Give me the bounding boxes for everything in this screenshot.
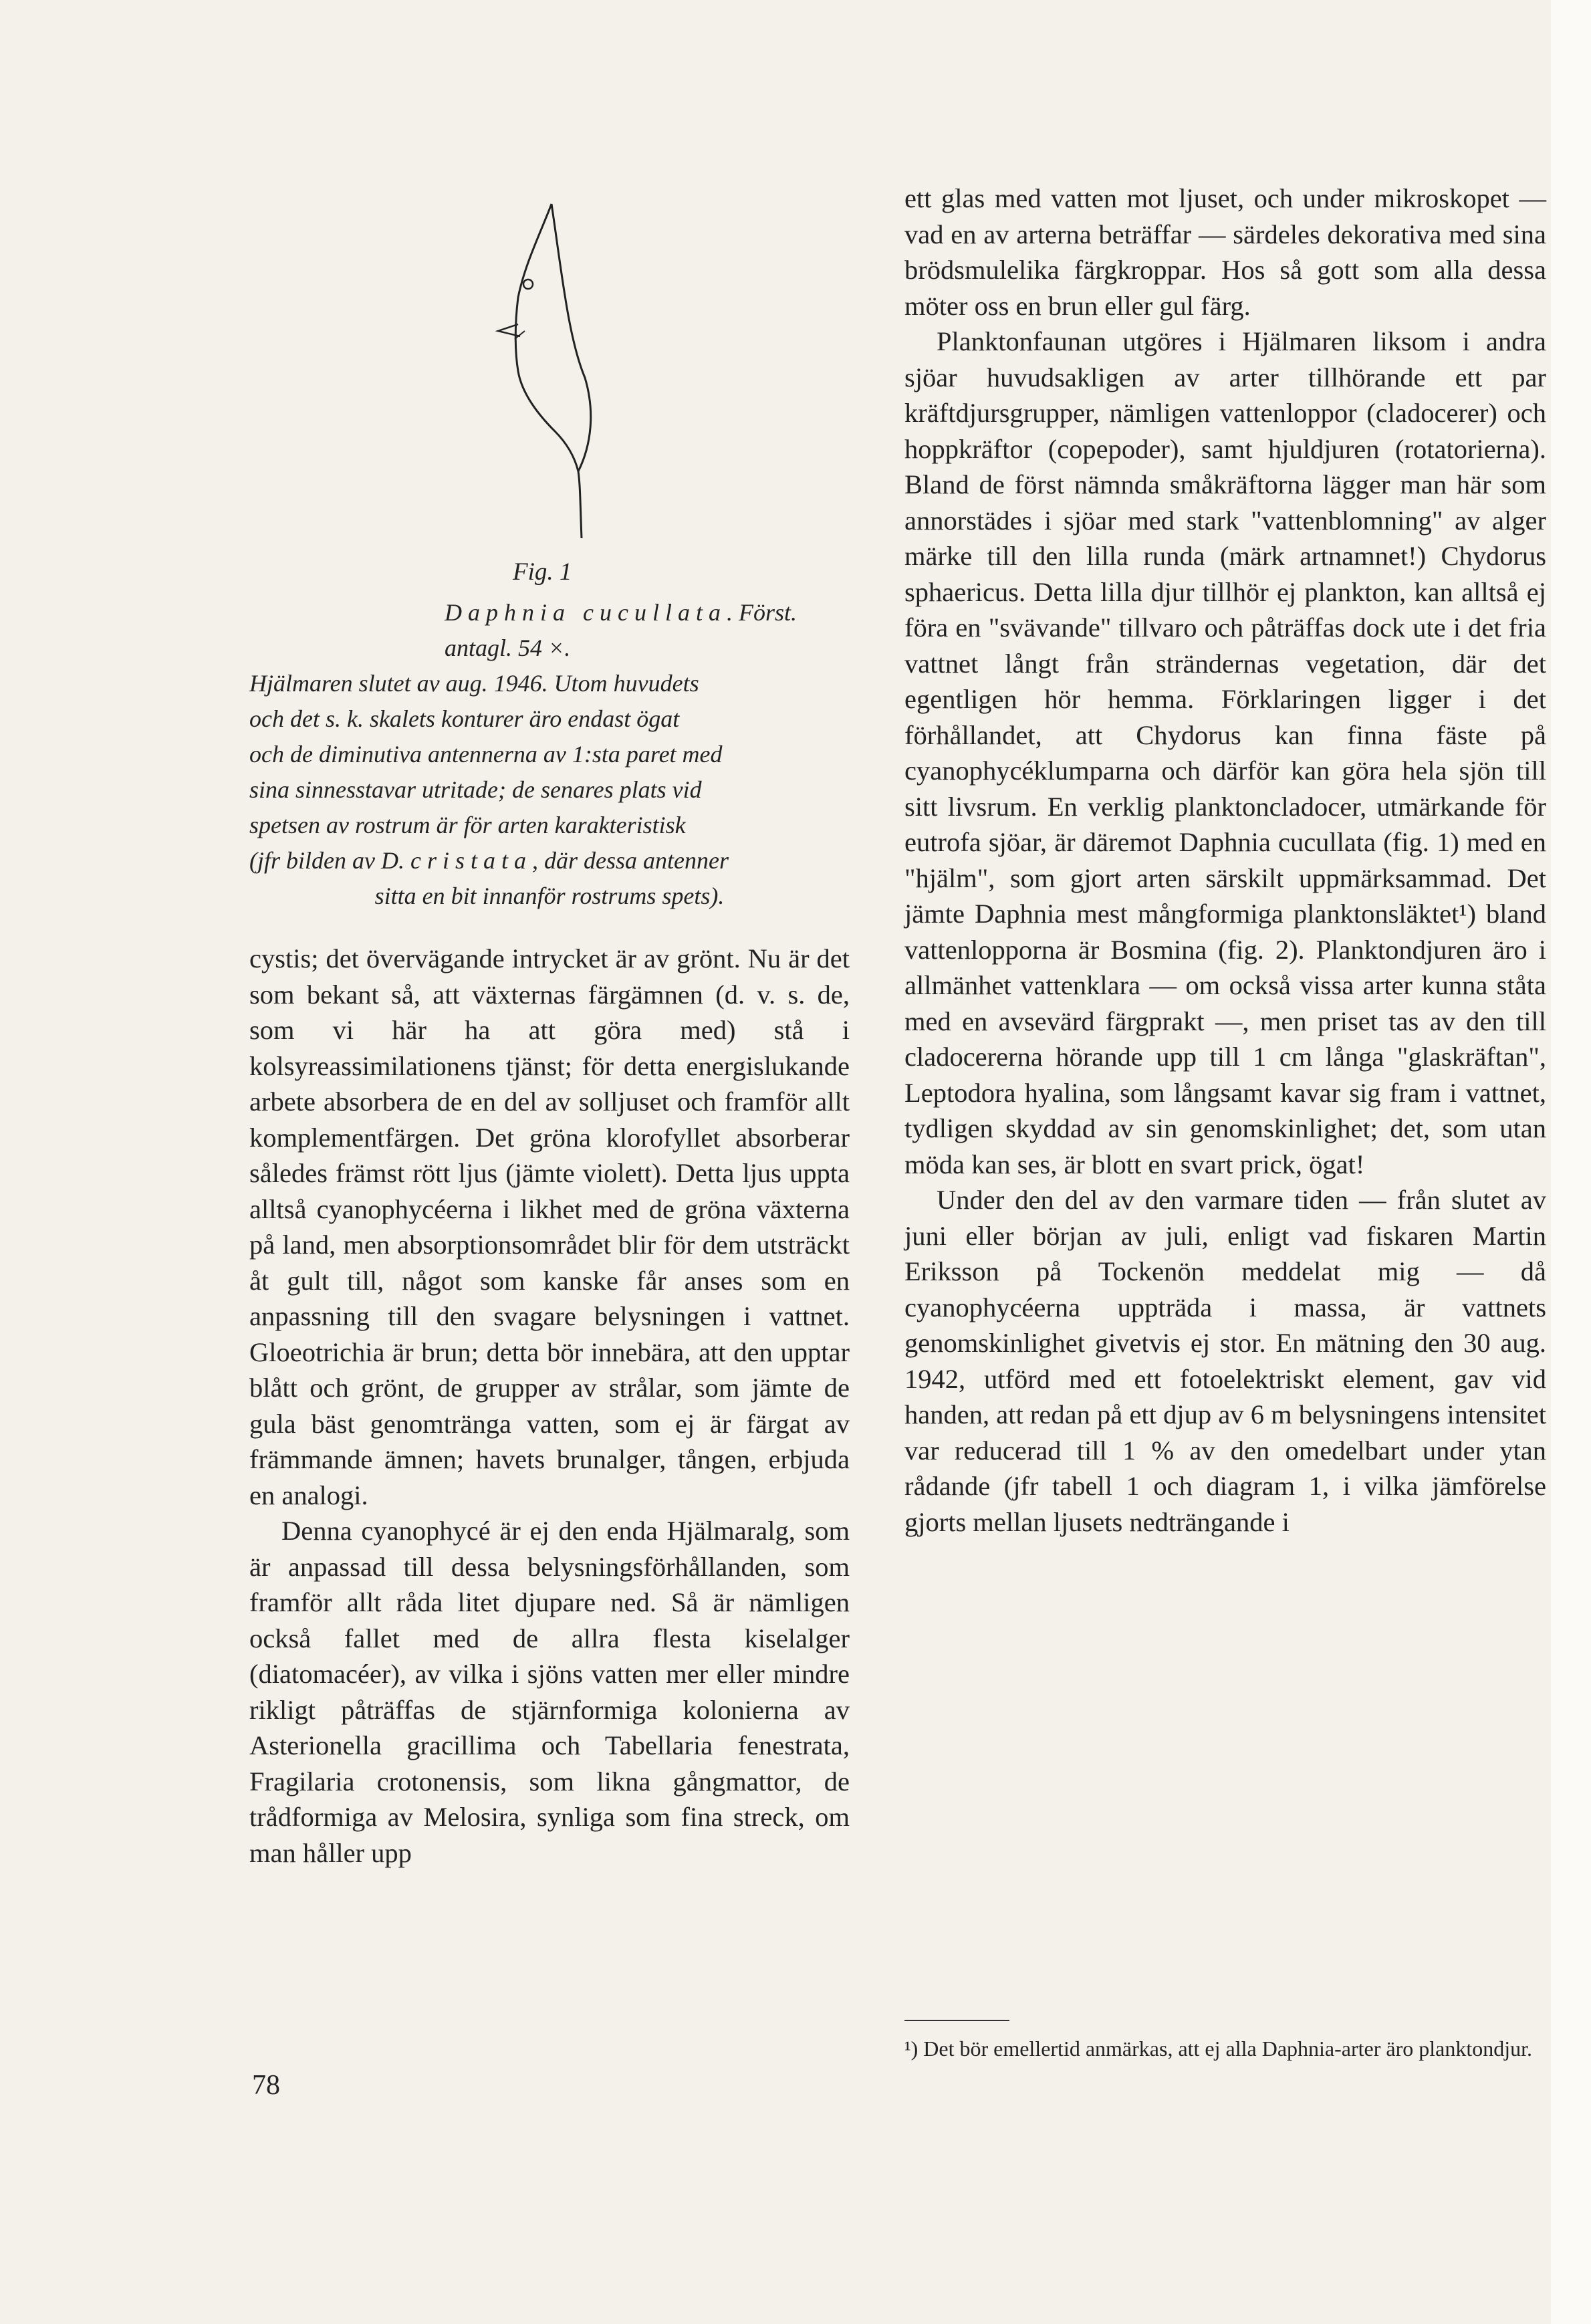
caption-line: och det s. k. skalets konturer äro endast ögat: [249, 705, 680, 732]
paragraph: cystis; det övervägande intrycket är av grönt. Nu är det som bekant så, att växternas färgämnen (d. v. s. de, som vi här ha att göra med) stå i kolsyreassimilationens tjänst; för detta energislukande arbete absorbera de en del av solljuset och framför allt komplementfärgen. Det gröna klorofyllet absorberar således främst rött ljus (jämte violett). Detta ljus uppta alltså cyanophycéerna i likhet med de gröna växterna på land, men absorptionsområdet blir för dem utsträckt åt gult till, något som kanske får anses som en anpassning till den svagare belysningen i vattnet. Gloeotrichia är brun; detta bör innebära, att den upptar blått och grönt, de grupper av strålar, som jämte de gula bäst genomtränga vatten, som ej är färgat av främmande ämnen; havets brunalger, tången, erbjuda en analogi.: [249, 943, 850, 1510]
paragraph: Denna cyanophycé är ej den enda Hjälmaralg, som är anpassad till dessa belysningsförhållanden, som framför allt råda litet djupare ned. Så är nämligen också fallet med de allra flesta kiselalger (diatomacéer), av vilka i sjöns vatten mer eller mindre rikligt påträffas de stjärnformiga kolonierna av Asterionella gracillima och Tabellaria fenestrata, Fragilaria crotonensis, som likna gångmattor, de trådformiga av Melosira, synliga som fina streck, om man håller upp: [249, 1516, 850, 1868]
paragraph: Under den del av den varmare tiden — från slutet av juni eller början av juli, enligt vad fiskaren Martin Eriksson på Tockenön meddelat mig — då cyanophycéerna uppträda i massa, är vattnets genomskinlighet givetvis ej stor. En mätning den 30 aug. 1942, utförd med ett fotoelektriskt element, gav vid handen, att redan på ett djup av 6 m belysningens intensitet var reducerad till 1 % av den omedelbart under ytan rådande (jfr tabell 1 och diagram 1, i vilka jämförelse gjorts mellan ljusets nedträngande i: [904, 1185, 1546, 1537]
caption-line: spetsen av rostrum är för arten karakteristisk: [249, 812, 686, 838]
daphnia-rostrum: [498, 324, 520, 336]
right-column: [904, 181, 1546, 1540]
footnote: ¹) Det bör emellertid anmärkas, att ej alla Daphnia-arter äro planktondjur.: [904, 2037, 1532, 2061]
paragraph: ett glas med vatten mot ljuset, och under mikroskopet — vad en av arterna beträffar — särdeles dekorativa med sina brödsmulelika färgkroppar. Hos så gott som alla dessa möter oss en brun eller gul färg.: [904, 183, 1546, 321]
caption-species: Daphnia cucullata: [445, 599, 727, 626]
daphnia-figure: [468, 191, 622, 592]
page-edge: [1551, 0, 1591, 2324]
footnote-rule: [904, 2020, 1009, 2021]
daphnia-outline-right: [552, 204, 591, 471]
figure-label: Fig. 1: [513, 558, 572, 586]
figure-caption: [249, 595, 850, 914]
caption-line: Daphnia cucullata. Först. antagl. 54 ×.: [445, 599, 797, 661]
left-column: [249, 941, 850, 1871]
caption-line: och de diminutiva antennerna av 1:sta paret med: [249, 741, 723, 768]
caption-line: sina sinnesstavar utritade; de senares plats vid: [249, 776, 702, 803]
caption-line: Hjälmaren slutet av aug. 1946. Utom huvudets: [249, 670, 699, 697]
daphnia-outline: [515, 204, 582, 538]
paragraph: Planktonfaunan utgöres i Hjälmaren liksom i andra sjöar huvudsakligen av arter tillhörande ett par kräftdjursgrupper, nämligen vattenloppor (cladocerer) och hoppkräftor (copepoder), samt hjuldjuren (rotatorierna). Bland de först nämnda småkräftorna lägger man här som annorstädes i sjöar med stark "vattenblomning" av alger märke till den lilla runda (märk artnamnet!) Chydorus sphaericus. Detta lilla djur tillhör ej plankton, kan alltså ej föra en "svävande" tillvaro och påträffas dock ute i det fria vattnet långt från strändernas vegetation, där det egentligen hör hemma. Förklaringen ligger i det förhållandet, att Chydorus kan finna fäste på cyanophycéklumparna och därför kan göra hela sjön till sitt livsrum. En verklig planktoncladocer, utmärkande för eutrofa sjöar, är däremot Daphnia cucullata (fig. 1) med en "hjälm", som gjort arten särskilt uppmärksammad. Det jämte Daphnia mest mångformiga planktonsläktet¹) bland vattenlopporna är Bosmina (fig. 2). Planktondjuren äro i allmänhet vattenklara — om också vissa arter kunna ståta med en avsevärd färgprakt —, men priset tas av den till cladocererna hörande upp till 1 cm långa "glaskräftan", Leptodora hyalina, som långsamt kavar sig fram i vattnet, tydligen skyddad av sin genomskinlighet; det, som utan möda kan ses, är blott en svart prick, ögat!: [904, 326, 1546, 1179]
caption-line: sitta en bit innanför rostrums spets).: [374, 883, 725, 909]
daphnia-eye: [523, 279, 533, 289]
page-number: 78: [252, 2070, 280, 2101]
caption-line: (jfr bilden av D. cristata, där dessa antenner: [249, 847, 729, 874]
